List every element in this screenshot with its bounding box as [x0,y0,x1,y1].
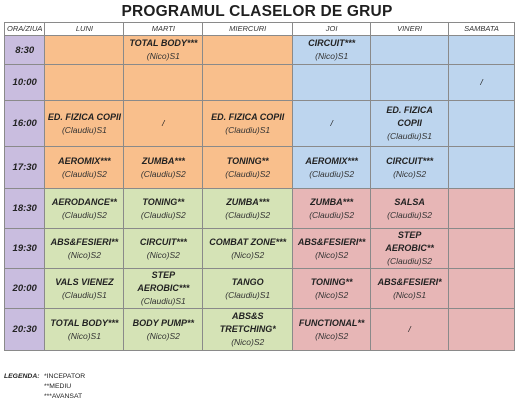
instructor-room: (Nico)S2 [231,249,265,260]
schedule-cell [449,269,515,309]
schedule-cell [45,229,124,269]
schedule-cell [293,189,371,229]
instructor-room: (Nico)S1 [315,51,349,61]
schedule-cell [124,309,203,351]
instructor-room: (Nico)S1 [393,289,427,300]
schedule-cell [449,101,515,147]
class-name: STEP AEROBIC** [385,230,434,253]
schedule-cell [449,65,515,101]
class-name: SALSA [394,196,425,207]
schedule-cell [293,65,371,101]
instructor-room: (Nico)S2 [315,249,349,260]
instructor-room: (Claudiu)S2 [225,168,271,179]
schedule-cell [371,229,449,269]
instructor-room: (Nico)S2 [146,249,180,260]
instructor-room: (Nico)S2 [393,168,427,179]
empty-slot-mark: / [480,77,483,87]
schedule-cell [449,229,515,269]
schedule-cell [371,147,449,189]
table-row [5,36,515,65]
column-header: VINERI [371,23,449,36]
class-name: ABS&FESIERI** [50,236,119,247]
class-name: ABS&S TRETCHING* [219,311,276,334]
empty-slot-mark: / [330,118,333,128]
schedule-cell [293,147,371,189]
instructor-room: (Nico)S2 [231,337,265,347]
class-name: TONING** [310,276,353,287]
instructor-room: (Claudiu)S2 [140,168,186,179]
class-name: ZUMBA*** [226,196,270,207]
class-name: ED. FIZICA COPII [47,111,121,122]
legend-item-advanced: ***AVANSAT [44,393,83,400]
class-name: CIRCUIT*** [308,38,356,48]
class-name: ED. FIZICA COPII [386,105,433,128]
schedule-cell [45,189,124,229]
schedule-cell [293,36,371,65]
instructor-room: (Claudiu)S1 [140,296,186,306]
schedule-cell [293,309,371,351]
empty-slot-mark: / [162,118,165,128]
time-cell: 8:30 [5,36,45,65]
table-row [5,189,515,229]
class-name: ED. FIZICA COPII [211,111,285,122]
class-name: TONING** [226,155,269,166]
instructor-room: (Nico)S2 [315,330,349,341]
schedule-cell [203,189,293,229]
schedule-cell [203,36,293,65]
schedule-cell [45,269,124,309]
schedule-cell [124,36,203,65]
column-header: MIERCURI [203,23,293,36]
schedule-cell [203,147,293,189]
schedule-cell [45,101,124,147]
instructor-room: (Nico)S1 [146,51,180,61]
instructor-room: (Claudiu)S1 [225,289,271,300]
schedule-cell [124,101,203,147]
schedule-cell [293,101,371,147]
legend-item-beginner: *INCEPATOR [44,373,86,380]
class-name: ZUMBA*** [310,196,354,207]
table-row [5,147,515,189]
time-cell: 20:30 [5,309,45,351]
schedule-cell [203,309,293,351]
class-name: ABS&FESIERI** [297,236,366,247]
class-name: VALS VIENEZ [55,276,114,287]
schedule-cell [371,101,449,147]
class-name: TOTAL BODY*** [50,317,119,328]
table-row [5,269,515,309]
column-header: ORA/ZIUA [5,23,45,36]
class-name: TANGO [231,276,264,287]
instructor-room: (Claudiu)S2 [387,209,433,220]
time-cell: 10:00 [5,65,45,101]
class-name: CIRCUIT*** [386,155,434,166]
column-header: MARTI [124,23,203,36]
class-name: FUNCTIONAL** [298,317,365,328]
schedule-cell [293,229,371,269]
time-cell: 18:30 [5,189,45,229]
class-name: ZUMBA*** [141,155,185,166]
schedule-cell [449,309,515,351]
instructor-room: (Nico)S2 [315,289,349,300]
schedule-cell [124,189,203,229]
schedule-cell [203,269,293,309]
schedule-cell [449,189,515,229]
time-cell: 19:30 [5,229,45,269]
table-row [5,65,515,101]
schedule-cell [203,65,293,101]
class-name: STEP AEROBIC*** [137,270,190,293]
instructor-room: (Claudiu)S1 [61,124,107,135]
instructor-room: (Nico)S2 [67,249,101,260]
column-header: JOI [293,23,371,36]
instructor-room: (Claudiu)S2 [225,209,271,220]
instructor-room: (Claudiu)S1 [387,131,433,141]
legend-label: LEGENDA: [4,373,40,380]
column-header: LUNI [45,23,124,36]
instructor-room: (Claudiu)S1 [61,289,107,300]
schedule-cell [124,229,203,269]
time-cell: 20:00 [5,269,45,309]
class-name: AERODANCE** [51,196,117,207]
table-row [5,101,515,147]
class-name: TONING** [142,196,185,207]
schedule-cell [45,65,124,101]
schedule-cell [203,229,293,269]
column-header: SAMBATA [449,23,515,36]
instructor-room: (Nico)S1 [67,330,101,341]
schedule-cell [124,65,203,101]
instructor-room: (Nico)S2 [146,330,180,341]
class-name: ABS&FESIERI* [377,276,442,287]
schedule-table [4,22,515,351]
schedule-cell [293,269,371,309]
schedule-cell [371,269,449,309]
class-name: AEROMIX*** [305,155,358,166]
class-name: TOTAL BODY*** [129,38,198,48]
instructor-room: (Claudiu)S2 [309,168,355,179]
class-name: AEROMIX*** [58,155,111,166]
instructor-room: (Claudiu)S2 [387,256,433,266]
page-title: PROGRAMUL CLASELOR DE GRUP [121,3,393,20]
schedule-cell [371,36,449,65]
legend-item-medium: **MEDIU [44,383,72,390]
class-name: BODY PUMP** [132,317,195,328]
class-name: COMBAT ZONE*** [209,236,287,247]
instructor-room: (Claudiu)S2 [61,209,107,220]
table-row [5,229,515,269]
schedule-cell [45,36,124,65]
time-cell: 17:30 [5,147,45,189]
schedule-cell [203,101,293,147]
time-cell: 16:00 [5,101,45,147]
empty-slot-mark: / [408,324,411,334]
schedule-cell [449,36,515,65]
schedule-cell [124,147,203,189]
instructor-room: (Claudiu)S2 [61,168,107,179]
schedule-cell [449,147,515,189]
schedule-cell [371,189,449,229]
table-row [5,309,515,351]
instructor-room: (Claudiu)S2 [140,209,186,220]
schedule-cell [371,65,449,101]
instructor-room: (Claudiu)S1 [225,124,271,135]
schedule-cell [45,147,124,189]
schedule-cell [45,309,124,351]
schedule-cell [124,269,203,309]
instructor-room: (Claudiu)S2 [309,209,355,220]
class-name: CIRCUIT*** [139,236,187,247]
header-row [5,23,515,36]
schedule-cell [371,309,449,351]
